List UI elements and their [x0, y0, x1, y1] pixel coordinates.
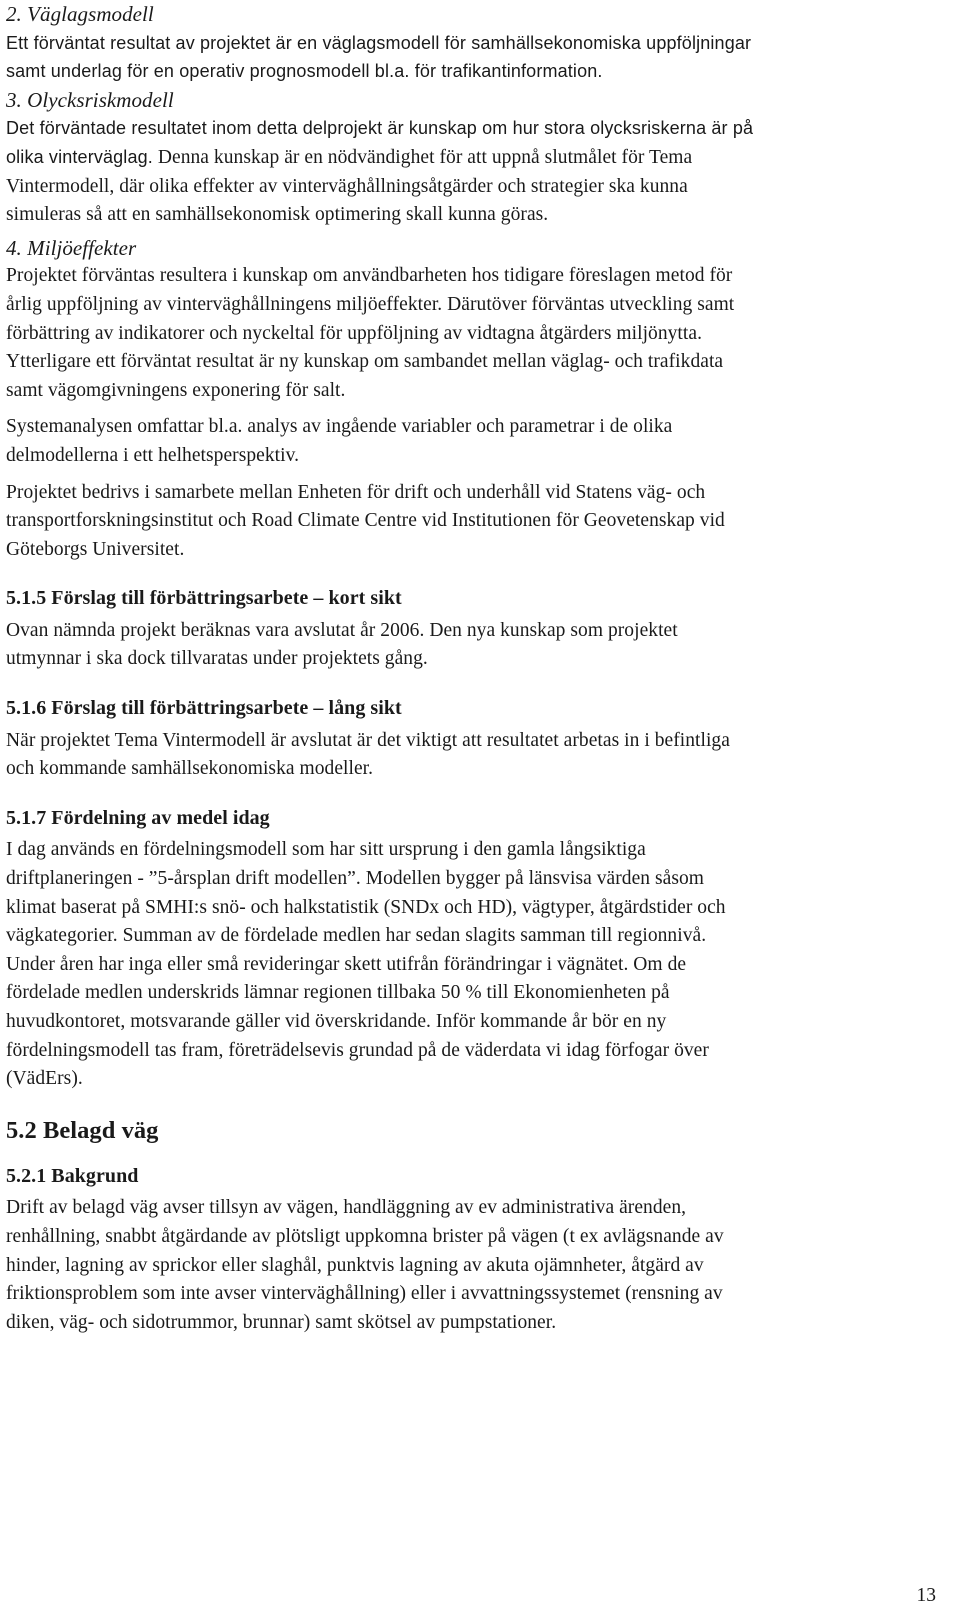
paragraph-line: Göteborgs Universitet.: [6, 538, 185, 560]
paragraph-line: Systemanalysen omfattar bl.a. analys av ingående variabler och parametrar i de olika: [6, 416, 673, 438]
paragraph-line: klimat baserat på SMHI:s snö- och halkstatistik (SNDx och HD), vägtyper, åtgärdstider och: [6, 896, 726, 918]
paragraph-line: förbättring av indikatorer och nyckeltal för uppföljning av vidtagna åtgärders miljönytta.: [6, 322, 702, 344]
paragraph-line: I dag används en fördelningsmodell som har sitt ursprung i den gamla långsiktiga: [6, 839, 646, 861]
paragraph-line: årlig uppföljning av vinterväghållningens miljöeffekter. Därutöver förväntas utveckling samt: [6, 293, 735, 315]
paragraph-line: samt underlag för en operativ prognosmodell bl.a. för trafikantinformation.: [6, 61, 603, 82]
paragraph-line: [6, 143, 954, 173]
paragraph-line: och kommande samhällsekonomiska modeller.: [6, 758, 374, 780]
paragraph-line: fördelade medlen underskrids lämnar regionen tillbaka 50 % till Ekonomienheten på: [6, 982, 670, 1004]
section-heading-5-1-5: 5.1.5 Förslag till förbättringsarbete – kort sikt: [6, 587, 402, 610]
paragraph-line: Projektet förväntas resultera i kunskap om användbarheten hos tidigare föreslagen metod för: [6, 265, 733, 287]
paragraph-line: samt vägomgivningens exponering för salt.: [6, 379, 346, 401]
paragraph-line: delmodellerna i ett helhetsperspektiv.: [6, 444, 300, 466]
paragraph-line: Det förväntade resultatet inom detta delprojekt är kunskap om hur stora olycksriskerna är på: [6, 118, 754, 139]
paragraph-fragment-serif: Denna kunskap är en nödvändighet för att uppnå slutmålet för Tema: [152, 146, 693, 168]
paragraph-line: Ett förväntat resultat av projektet är en väglagsmodell för samhällsekonomiska uppföljningar: [6, 32, 752, 53]
section-heading-5-1-7: 5.1.7 Fördelning av medel idag: [6, 806, 270, 829]
paragraph-line: Vintermodell, där olika effekter av vinterväghållningsåtgärder och strategier ska kunna: [6, 175, 688, 197]
paragraph-line: Ytterligare ett förväntat resultat är ny kunskap om sambandet mellan väglag- och trafikdata: [6, 351, 724, 373]
paragraph-line: vägkategorier. Summan av de fördelade medlen har sedan slagits samman till regionnivå.: [6, 925, 707, 947]
section-heading-vaglagsmodell: 2. Väglagsmodell: [6, 2, 154, 26]
section-heading-olycksriskmodell: 3. Olycksriskmodell: [6, 87, 174, 112]
paragraph-line: (VädErs).: [6, 1068, 83, 1090]
paragraph-line: simuleras så att en samhällsekonomisk optimering skall kunna göras.: [6, 204, 549, 226]
paragraph-line: transportforskningsinstitut och Road Climate Centre vid Institutionen för Geovetenskap vid: [6, 510, 725, 532]
paragraph-line: Ovan nämnda projekt beräknas vara avslutat år 2006. Den nya kunskap som projektet: [6, 619, 678, 641]
paragraph-line: driftplaneringen - ”5-årsplan drift modellen”. Modellen bygger på länsvisa värden såsom: [6, 868, 704, 890]
paragraph-line: diken, väg- och sidotrummor, brunnar) samt skötsel av pumpstationer.: [6, 1311, 557, 1333]
paragraph-fragment-sans: olika vinterväglag.: [6, 146, 153, 167]
paragraph-line: utmynnar i ska dock tillvaratas under projektets gång.: [6, 648, 428, 670]
section-heading-5-2-1: 5.2.1 Bakgrund: [6, 1164, 139, 1187]
page-number: 13: [916, 1585, 936, 1606]
paragraph-line: hinder, lagning av sprickor eller slaghål, punktvis lagning av akuta ojämnheter, åtgärd av: [6, 1254, 704, 1276]
paragraph-line: renhållning, snabbt åtgärdande av plötsligt uppkomna brister på vägen (t ex avlägsnande av: [6, 1225, 724, 1247]
paragraph-line: huvudkontoret, motsvarande gäller vid överskridande. Inför kommande år bör en ny: [6, 1011, 667, 1032]
paragraph-line: Projektet bedrivs i samarbete mellan Enheten för drift och underhåll vid Statens väg- och: [6, 481, 706, 503]
document-page: [6, 0, 954, 1337]
section-heading-5-1-6: 5.1.6 Förslag till förbättringsarbete – lång sikt: [6, 697, 402, 720]
section-heading-5-2: 5.2 Belagd väg: [6, 1116, 159, 1144]
paragraph-line: fördelningsmodell tas fram, företrädelsevis grundad på de väderdata vi idag förfogar över: [6, 1039, 709, 1061]
section-heading-miljoeffekter: 4. Miljöeffekter: [6, 235, 137, 260]
paragraph-line: Drift av belagd väg avser tillsyn av vägen, handläggning av ev administrativa ärenden,: [6, 1197, 687, 1219]
paragraph-line: När projektet Tema Vintermodell är avslutat är det viktigt att resultatet arbetas in i befintliga: [6, 729, 730, 751]
paragraph-line: Under åren har inga eller små revideringar skett utifrån förändringar i vägnätet. Om de: [6, 953, 687, 975]
paragraph-line: friktionsproblem som inte avser vinterväghållning) eller i avvattningssystemet (rensning av: [6, 1283, 723, 1305]
